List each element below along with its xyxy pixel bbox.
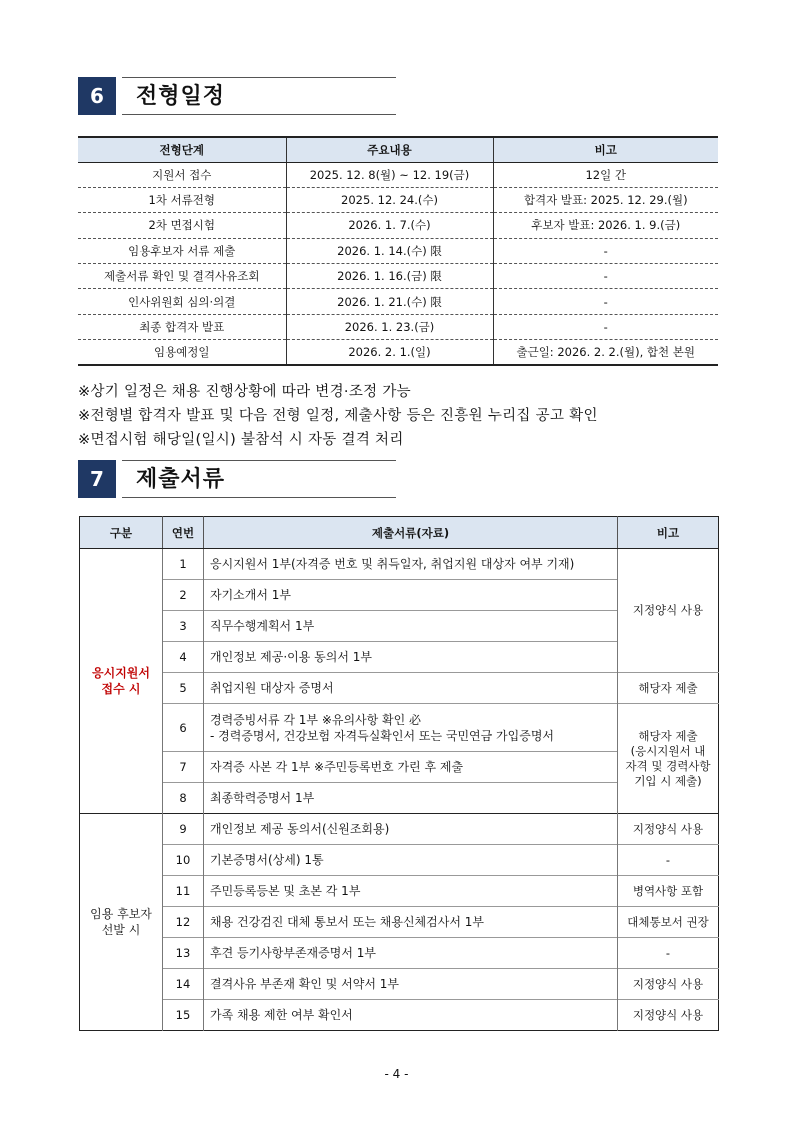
group-label-candidate [80, 814, 163, 1031]
content-cell: 2026. 1. 16.(금) 限 [286, 264, 493, 289]
content-cell: 2026. 1. 23.(금) [286, 314, 493, 339]
note-cell: - [618, 845, 719, 876]
content-cell: 2026. 2. 1.(일) [286, 340, 493, 365]
item-text: 개인정보 제공 동의서(신원조회용) [204, 814, 618, 845]
item-number: 6 [163, 704, 204, 752]
content-cell: 2026. 1. 7.(수) [286, 213, 493, 238]
note-cell: 지정양식 사용 [618, 969, 719, 1000]
stage-cell: 2차 면접시험 [78, 213, 286, 238]
table-row [78, 264, 718, 289]
item-text: 후견 등기사항부존재증명서 1부 [204, 938, 618, 969]
item-text [204, 704, 618, 752]
note-cell: - [493, 264, 718, 289]
table-row [80, 845, 719, 876]
note-cell: 해당자 제출 [618, 673, 719, 704]
item-number: 5 [163, 673, 204, 704]
header-cell: 비고 [493, 137, 718, 162]
table-row [80, 876, 719, 907]
item-number: 8 [163, 783, 204, 814]
item-number: 1 [163, 549, 204, 580]
item-text: 가족 채용 제한 여부 확인서 [204, 1000, 618, 1031]
stage-cell: 제출서류 확인 및 결격사유조회 [78, 264, 286, 289]
item-number: 3 [163, 611, 204, 642]
note-cell: 12일 간 [493, 162, 718, 187]
header-rule-bottom [122, 114, 396, 115]
item-number: 9 [163, 814, 204, 845]
table-row [78, 162, 718, 187]
note-cell: 병역사항 포함 [618, 876, 719, 907]
header-rule-bottom [122, 497, 396, 498]
item-number: 11 [163, 876, 204, 907]
schedule-header-row [78, 137, 718, 162]
note-line: 자격 및 경력사항 [625, 758, 711, 773]
content-cell: 2025. 12. 8(월) ~ 12. 19(금) [286, 162, 493, 187]
table-row [80, 1000, 719, 1031]
item-number: 12 [163, 907, 204, 938]
item-text-line: - 경력증명서, 건강보험 자격득실확인서 또는 국민연금 가입증명서 [210, 728, 555, 743]
note-cell: - [618, 938, 719, 969]
note-cell: 지정양식 사용 [618, 549, 719, 673]
note-cell: - [493, 289, 718, 314]
header-cell: 구분 [80, 517, 163, 549]
section-title: 전형일정 [136, 84, 226, 109]
table-row [78, 289, 718, 314]
group-label-line: 선발 시 [101, 923, 141, 937]
table-row [80, 704, 719, 752]
table-row [78, 213, 718, 238]
header-cell: 연번 [163, 517, 204, 549]
table-row [80, 814, 719, 845]
schedule-table [78, 136, 718, 366]
note-cell: 지정양식 사용 [618, 814, 719, 845]
content-cell: 2026. 1. 21.(수) 限 [286, 289, 493, 314]
stage-cell: 1차 서류전형 [78, 187, 286, 212]
note-line: ※전형별 합격자 발표 및 다음 전형 일정, 제출사항 등은 진흥원 누리집 공고 확인 [78, 408, 598, 424]
stage-cell: 지원서 접수 [78, 162, 286, 187]
item-text-line: 경력증빙서류 각 1부 ※유의사항 확인 必 [210, 712, 422, 727]
stage-cell: 인사위원회 심의·의결 [78, 289, 286, 314]
item-text: 자격증 사본 각 1부 ※주민등록번호 가린 후 제출 [204, 752, 618, 783]
table-row [78, 238, 718, 263]
item-text: 자기소개서 1부 [204, 580, 618, 611]
page-number: - 4 - [384, 1067, 409, 1081]
item-number: 4 [163, 642, 204, 673]
note-cell: 합격자 발표: 2025. 12. 29.(월) [493, 187, 718, 212]
item-number: 10 [163, 845, 204, 876]
group-label-line: 응시지원서 [92, 666, 150, 680]
section-title: 제출서류 [136, 467, 226, 492]
content-cell: 2025. 12. 24.(수) [286, 187, 493, 212]
group-label-line: 접수 시 [101, 682, 141, 696]
item-number: 14 [163, 969, 204, 1000]
section-number-badge: 6 [78, 77, 116, 115]
note-cell: 지정양식 사용 [618, 1000, 719, 1031]
note-line: 기입 시 제출) [634, 773, 702, 788]
header-cell: 주요내용 [286, 137, 493, 162]
item-number: 2 [163, 580, 204, 611]
stage-cell: 임용예정일 [78, 340, 286, 365]
item-text: 결격사유 부존재 확인 및 서약서 1부 [204, 969, 618, 1000]
section-number-badge: 7 [78, 460, 116, 498]
item-text: 기본증명서(상세) 1통 [204, 845, 618, 876]
header-rule-top [122, 460, 396, 461]
item-text: 주민등록등본 및 초본 각 1부 [204, 876, 618, 907]
item-text: 취업지원 대상자 증명서 [204, 673, 618, 704]
item-number: 7 [163, 752, 204, 783]
note-line: ※면접시험 해당일(일시) 불참석 시 자동 결격 처리 [78, 432, 404, 448]
group-label-application [80, 549, 163, 814]
item-number: 15 [163, 1000, 204, 1031]
header-cell: 제출서류(자료) [204, 517, 618, 549]
table-row [80, 938, 719, 969]
group-label-line: 임용 후보자 [90, 907, 152, 921]
note-cell [618, 704, 719, 814]
table-row [80, 673, 719, 704]
documents-table [79, 516, 719, 1031]
note-line: ※상기 일정은 채용 진행상황에 따라 변경·조정 가능 [78, 384, 411, 400]
table-row [80, 549, 719, 580]
note-cell: 후보자 발표: 2026. 1. 9.(금) [493, 213, 718, 238]
item-text: 응시지원서 1부(자격증 번호 및 취득일자, 취업지원 대상자 여부 기재) [204, 549, 618, 580]
item-text: 채용 건강검진 대체 통보서 또는 채용신체검사서 1부 [204, 907, 618, 938]
documents-header-row [80, 517, 719, 549]
item-text: 개인정보 제공·이용 동의서 1부 [204, 642, 618, 673]
content-cell: 2026. 1. 14.(수) 限 [286, 238, 493, 263]
item-text: 직무수행계획서 1부 [204, 611, 618, 642]
header-rule-top [122, 77, 396, 78]
note-cell: 출근일: 2026. 2. 2.(월), 합천 본원 [493, 340, 718, 365]
table-row [80, 969, 719, 1000]
stage-cell: 임용후보자 서류 제출 [78, 238, 286, 263]
table-row [78, 340, 718, 365]
item-text: 최종학력증명서 1부 [204, 783, 618, 814]
section-7-header [78, 460, 396, 498]
table-row [78, 187, 718, 212]
note-line: (응시지원서 내 [630, 743, 706, 758]
section-6-header [78, 77, 396, 115]
schedule-notes [78, 380, 598, 452]
note-cell: - [493, 238, 718, 263]
table-row [78, 314, 718, 339]
stage-cell: 최종 합격자 발표 [78, 314, 286, 339]
header-cell: 전형단계 [78, 137, 286, 162]
note-cell: - [493, 314, 718, 339]
table-row [80, 907, 719, 938]
header-cell: 비고 [618, 517, 719, 549]
note-line: 해당자 제출 [638, 728, 698, 743]
note-cell: 대체통보서 권장 [618, 907, 719, 938]
item-number: 13 [163, 938, 204, 969]
